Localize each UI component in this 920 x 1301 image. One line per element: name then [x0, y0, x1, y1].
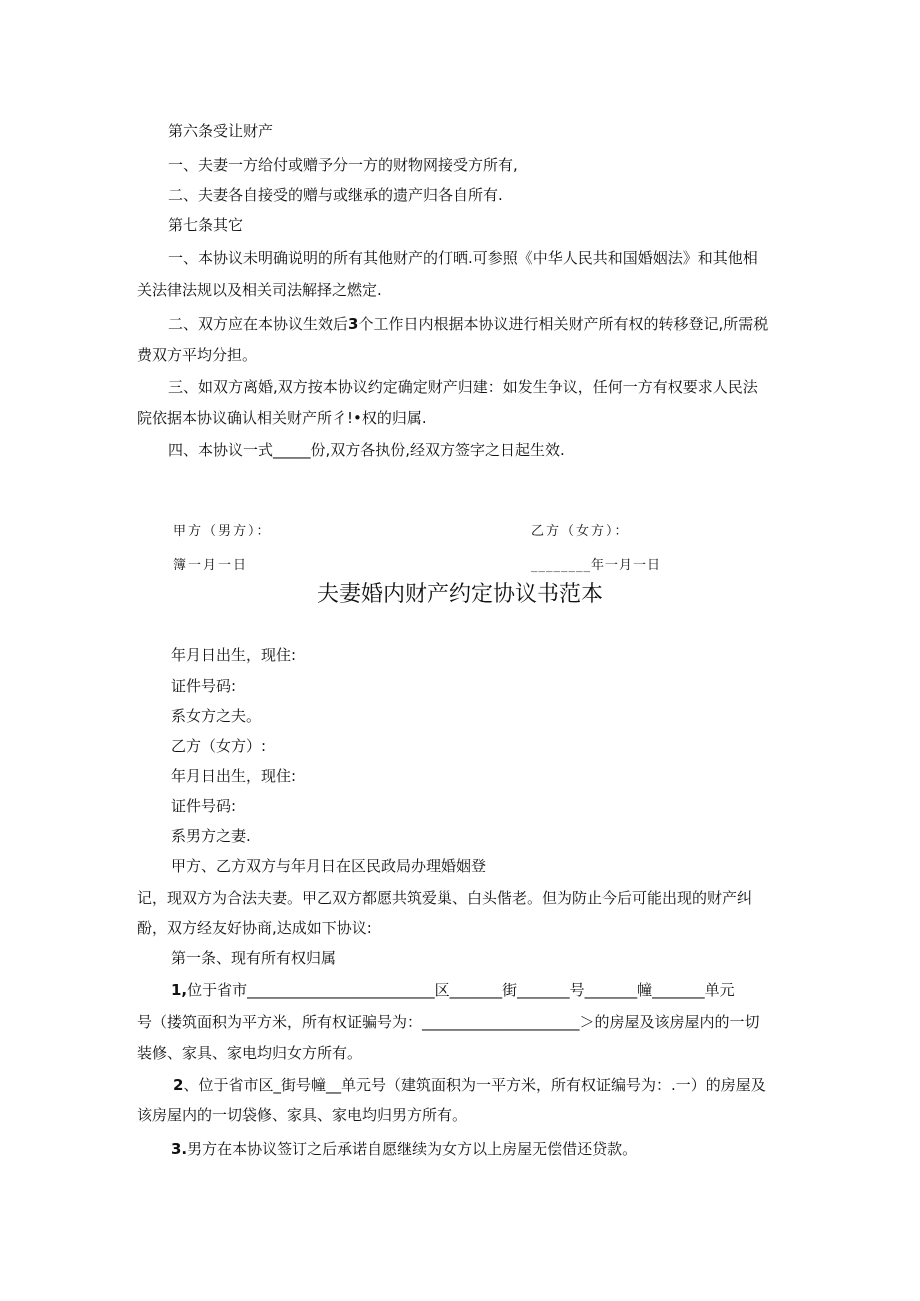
party-b-relation: 系男方之妻.	[171, 827, 251, 845]
section-six-item-2: 二、夫妻各自接受的赠与或继承的遗产归各自所有.	[168, 186, 503, 204]
section-seven-item-1-line-1: 一、本协议未明确说明的所有其他财产的仃晒.可参照《中华人民共和国婚姻法》和其他相	[168, 249, 758, 267]
item-2-text-a: 二、双方应在本协议生效后	[168, 315, 349, 333]
article-one-heading: 第一条、现有所有权归属	[171, 949, 337, 967]
section-seven-item-2-line-1	[168, 314, 768, 334]
clause-2-number: 2	[173, 1076, 184, 1094]
section-seven-heading: 第七条其它	[168, 216, 244, 234]
party-b-date: ________年一月一日	[531, 558, 662, 573]
section-seven-item-1-line-2: 关法律法规以及相关司法解择之燃定.	[137, 281, 382, 299]
clause-1-number: 1,	[171, 981, 188, 999]
party-b-heading: 乙方（女方）:	[171, 737, 267, 755]
party-a-relation: 系女方之夫。	[171, 707, 262, 725]
section-seven-item-2-line-2: 费双方平均分担。	[137, 346, 258, 364]
marriage-registration-line-1: 甲方、乙方双方与年月日在区民政局办理婚姻登	[171, 857, 487, 875]
party-b-birth-address: 年月日出生，现住:	[171, 767, 297, 785]
clause-2-text: 、位于省市区_街号幢__单元号（建筑面积为一平方米，所有权证编号为：.一）的房屋及	[183, 1076, 766, 1094]
clause-1-line-1	[171, 980, 735, 1000]
item-2-text-b: 个工作日内根据本协议进行相关财产所有权的转移登记,所需税	[358, 315, 769, 333]
marriage-registration-line-2: 记，现双方为合法夫妻。甲乙双方都愿共筑爱巢、白头偕老。但为防止今后可能出现的财产纠	[137, 889, 753, 907]
party-a-signature-label: 甲方（男方）：	[173, 524, 272, 539]
section-six-item-1: 一、夫妻一方给付或赠予分一方的财物网接受方所有,	[168, 156, 518, 174]
clause-3-number: 3.	[171, 1140, 188, 1158]
section-seven-item-3-line-2: 院依据本协议确认相关财产所彳!•权的归属.	[137, 409, 427, 427]
party-b-id-number: 证件号码:	[171, 797, 237, 815]
clause-2-line-2: 该房屋内的一切袋修、家具、家电均归男方所有。	[137, 1106, 468, 1124]
party-a-date: 簿一月一日	[173, 558, 249, 573]
item-2-number: 3	[348, 315, 359, 333]
clause-1-text: 位于省市_________________________区_______街_______号_______幢_______单元	[187, 981, 735, 999]
agreement-title: 夫妻婚内财产约定协议书范本	[316, 582, 603, 607]
clause-3-line-1	[171, 1139, 637, 1159]
clause-3-text: 男方在本协议签订之后承诺自愿继续为女方以上房屋无偿借还贷款。	[187, 1140, 638, 1158]
party-a-birth-address: 年月日出生，现住:	[171, 646, 297, 664]
clause-2-line-1	[173, 1075, 766, 1095]
clause-1-line-3: 装修、家具、家电均归女方所有。	[137, 1044, 363, 1062]
section-seven-item-3-line-1: 三、如双方离婚,双方按本协议约定确定财产归建：如发生争议，任何一方有权要求人民法	[168, 378, 758, 396]
clause-1-line-2: 号（搂筑面积为平方米，所有权证骗号为：_____________________＞的房屋及该房屋内的一切	[137, 1013, 760, 1031]
section-six-heading: 第六条受让财产	[168, 122, 274, 140]
section-seven-item-4: 四、本协议一式_____份,双方各执份,经双方签字之日起生效.	[168, 441, 565, 459]
party-b-signature-label: 乙方（女方）：	[531, 524, 630, 539]
party-a-id-number: 证件号码:	[171, 677, 237, 695]
marriage-registration-line-3: 酚，双方经友好协商,达成如下协议:	[137, 919, 372, 937]
